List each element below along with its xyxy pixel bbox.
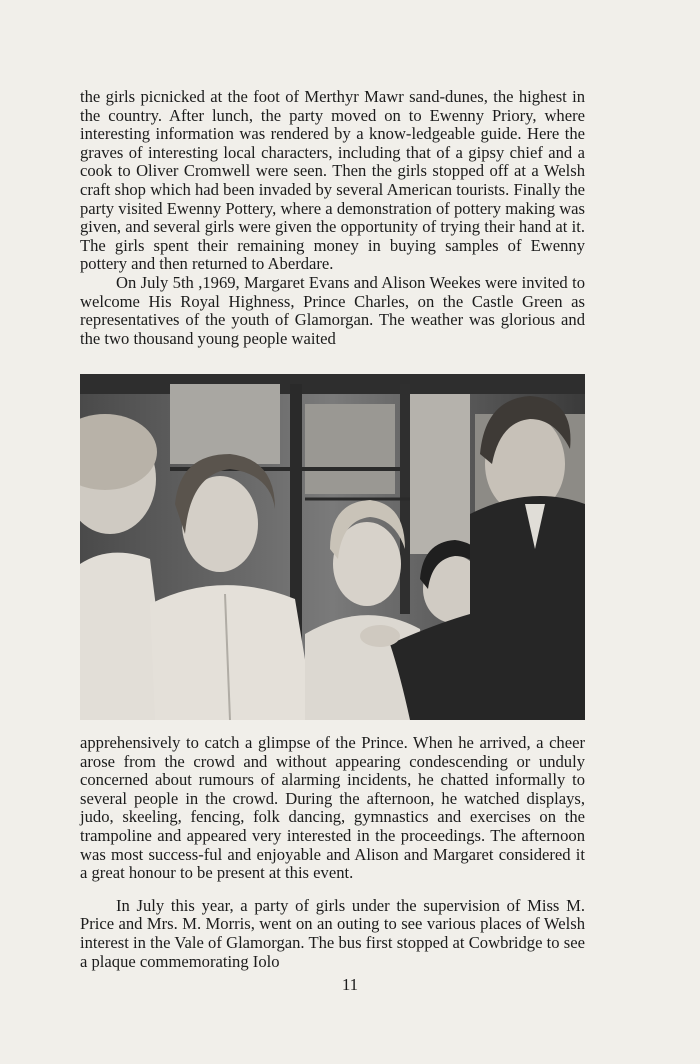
paragraph: apprehensively to catch a glimpse of the Prince. When he arrived, a cheer arose from the crowd and without appearing condescending or unduly concerned about rumours of alarming incidents, he chatted informally to several people in the crowd. During the afternoon, he watched displays, judo, skeeling, fencing, folk dancing, gymnastics and exercises on the trampoline and appeared very interested in the proceedings. The afternoon was most success-ful and enjoyable and Alison and Margaret considered it a great honour to be present at this event. <box>80 733 585 883</box>
text-block-top <box>80 88 585 348</box>
text-block-bottom <box>80 734 585 971</box>
paragraph: the girls picnicked at the foot of Merthyr Mawr sand-dunes, the highest in the country. After lunch, the party moved on to Ewenny Priory, where interesting information was rendered by a know-ledgeable guide. Here the graves of interesting local characters, including that of a gipsy chief and a cook to Oliver Cromwell were seen. Then the girls stopped off at a Welsh craft shop which had been invaded by several American tourists. Finally the party visited Ewenny Pottery, where a demonstration of pottery making was given, and several girls were given the opportunity of trying their hand at it. The girls spent their remaining money in buying samples of Ewenny pottery and then returned to Aberdare. <box>80 87 585 274</box>
photograph-prince-meeting-girls <box>80 374 585 720</box>
paragraph: In July this year, a party of girls under the supervision of Miss M. Price and Mrs. M. Morris, went on an outing to see various places of Welsh interest in the Vale of Glamorgan. The bus first stopped at Cowbridge to see a plaque commemorating Iolo <box>80 895 585 971</box>
paragraph: On July 5th ,1969, Margaret Evans and Alison Weekes were invited to welcome His Royal Highness, Prince Charles, on the Castle Green as representatives of the youth of Glamorgan. The weather was glorious and the two thousand young people waited <box>80 272 585 348</box>
page-number: 11 <box>341 975 359 994</box>
photo-illustration <box>80 374 585 720</box>
